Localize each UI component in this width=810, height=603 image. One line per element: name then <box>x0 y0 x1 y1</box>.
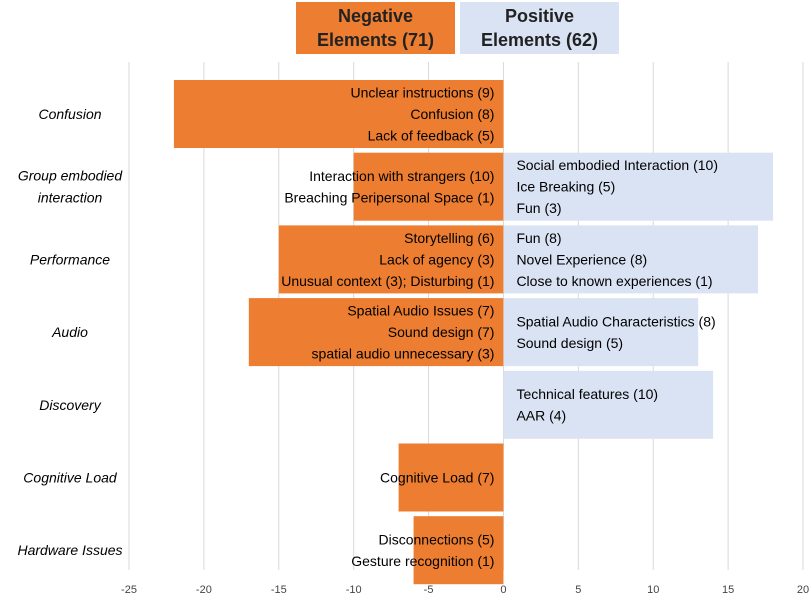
x-tick-label: -15 <box>270 584 287 596</box>
negative-item-label: Confusion (8) <box>410 106 495 122</box>
category-label: Hardware Issues <box>17 542 123 559</box>
negative-item-label: Storytelling (6) <box>404 229 495 246</box>
category-label: Audio <box>52 324 88 341</box>
x-tick-label: -10 <box>345 584 362 596</box>
negative-item-label: Spatial Audio Issues (7) <box>347 302 495 319</box>
legend-negative <box>296 2 455 54</box>
negative-item-label: Cognitive Load (7) <box>380 469 495 486</box>
x-tick-label: 15 <box>721 584 735 596</box>
category-label: Cognitive Load <box>23 469 117 486</box>
positive-item-label: AAR (4) <box>516 407 567 424</box>
x-tick-label: 0 <box>500 584 507 596</box>
bar-positive <box>503 371 713 439</box>
positive-item-label: Novel Experience (8) <box>516 251 648 268</box>
category-label: Discovery <box>39 396 101 413</box>
negative-item-label: Breaching Peripersonal Space (1) <box>284 189 495 206</box>
negative-item-label: Interaction with strangers (10) <box>309 167 495 184</box>
negative-item-label: Lack of agency (3) <box>379 251 495 268</box>
positive-item-label: Technical features (10) <box>516 386 659 403</box>
x-tick-label: -5 <box>423 584 434 596</box>
negative-item-label: Disconnections (5) <box>378 531 495 548</box>
positive-item-label: Ice Breaking (5) <box>516 178 616 195</box>
legend-positive <box>460 2 619 54</box>
positive-item-label: Sound design (5) <box>516 334 624 351</box>
positive-item-label: Spatial Audio Characteristics (8) <box>516 313 716 330</box>
x-tick-label: -20 <box>195 584 212 596</box>
legend-positive-line1: Positive <box>504 6 575 26</box>
negative-item-label: Unusual context (3); Disturbing (1) <box>281 272 495 289</box>
negative-item-label: spatial audio unnecessary (3) <box>311 345 495 362</box>
x-tick-label: -25 <box>121 584 137 596</box>
bar-negative <box>414 516 504 584</box>
category-label: interaction <box>37 189 103 206</box>
legend-negative-line2: Elements (71) <box>316 30 435 50</box>
positive-item-label: Fun (3) <box>516 200 562 217</box>
negative-item-label: Unclear instructions (9) <box>350 84 495 101</box>
negative-item-label: Lack of feedback (5) <box>367 127 495 144</box>
negative-item-label: Gesture recognition (1) <box>351 552 495 569</box>
x-tick-label: 10 <box>647 584 660 596</box>
x-tick-label: 20 <box>796 584 810 596</box>
bar-positive <box>503 298 698 366</box>
category-label: Performance <box>29 251 111 268</box>
negative-item-label: Sound design (7) <box>387 324 495 341</box>
legend-negative-line1: Negative <box>337 6 414 26</box>
positive-item-label: Social embodied Interaction (10) <box>516 157 719 174</box>
x-tick-label: 5 <box>575 584 582 596</box>
category-label: Group embodied <box>17 167 123 184</box>
legend-positive-line2: Elements (62) <box>480 30 599 50</box>
positive-item-label: Close to known experiences (1) <box>516 272 713 289</box>
positive-item-label: Fun (8) <box>516 229 562 246</box>
category-label: Confusion <box>38 106 102 122</box>
bar-negative <box>354 153 504 221</box>
